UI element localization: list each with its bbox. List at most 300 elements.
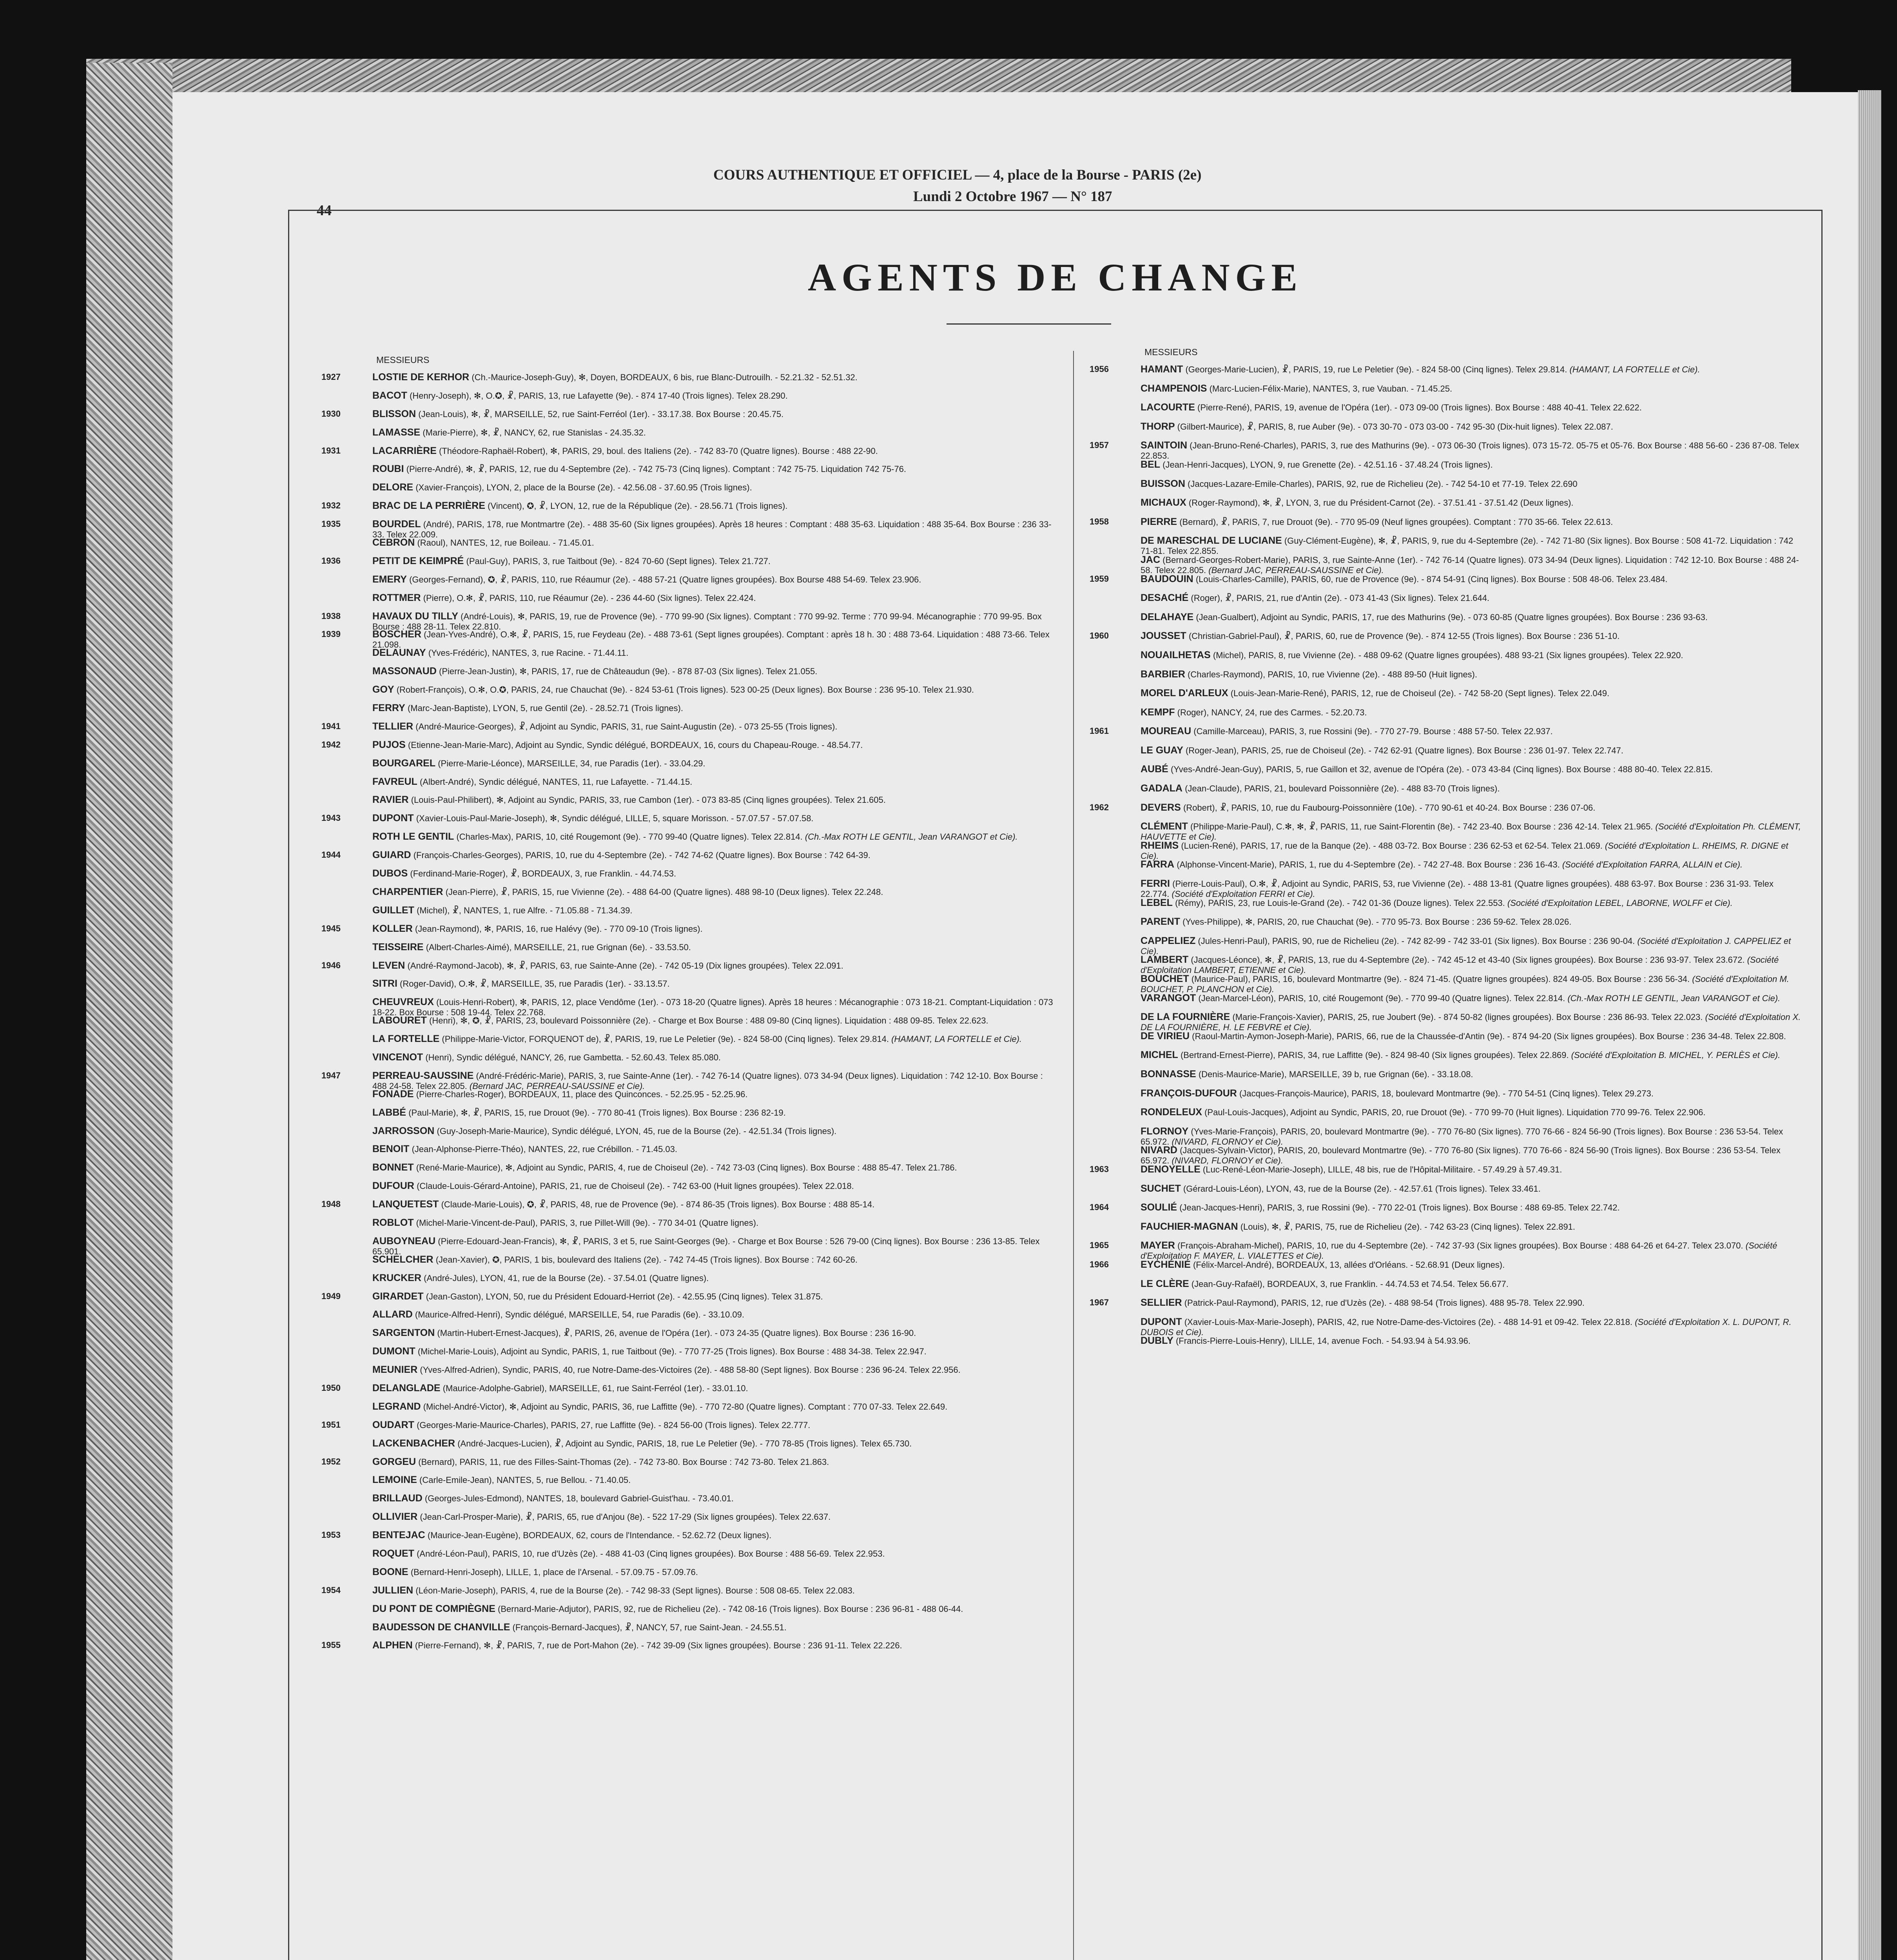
agent-details: (Raoul), NANTES, 12, rue Boileau. - 71.45.01. (417, 538, 594, 548)
agent-name: LACARRIÈRE (372, 445, 437, 456)
agent-details: (Louis-Paul-Philibert), ✻, Adjoint au Syndic, PARIS, 33, rue Cambon (1er). - 073 83-85 (Cinq lignes groupées). Telex 21.605. (411, 795, 886, 805)
agent-name: ALPHEN (372, 1640, 413, 1651)
agent-name: FONADE (372, 1088, 414, 1100)
agent-details: (Jean-Xavier), ✪, PARIS, 1 bis, boulevard des Italiens (2e). - 742 74-45 (Trois lignes). Box Bourse : 742 60-26. (435, 1254, 858, 1265)
agent-details: (Jacques-François-Maurice), PARIS, 18, boulevard Montmartre (9e). - 770 54-51 (Cinq lignes). Telex 29.273. (1239, 1088, 1654, 1098)
entry-year: 1941 (321, 721, 341, 731)
agent-entry (321, 1383, 1058, 1401)
agent-entry (321, 593, 1058, 611)
agent-name: TELLIER (372, 720, 413, 732)
page-title: AGENTS DE CHANGE (807, 256, 1303, 299)
agent-details: (André), PARIS, 178, rue Montmartre (2e). - 488 35-60 (Six lignes groupées). Après 18 heures : Comptant : 488 35-63. Liquidation : 488 35-64. Box Bourse : 236 33-33. Telex 22.009. (372, 519, 1052, 540)
agent-entry (321, 574, 1058, 593)
title-rule (947, 323, 1111, 325)
entry-year: 1959 (1090, 573, 1109, 584)
agent-details: (Pierre-André), ✻, ☧, PARIS, 12, rue du 4-Septembre (2e). - 742 75-73 (Cinq lignes). Comptant : 742 75-75. Liquidation 742 75-76. (406, 464, 906, 474)
agent-entry (1090, 783, 1803, 802)
agent-details: (Raoul-Martin-Aymon-Joseph-Marie), PARIS, 66, rue de la Chaussée-d'Antin (9e). - 874 94-20 (Six lignes groupées). Box Bourse : 236 34-48. Telex 22.808. (1192, 1031, 1786, 1041)
agent-details: (Georges-Fernand), ✪, ☧, PARIS, 110, rue Réaumur (2e). - 488 57-21 (Quatre lignes groupées). Box Bourse 488 54-69. Telex 23.906. (409, 574, 921, 584)
agent-entry (321, 1236, 1058, 1254)
agent-name: JAC (1141, 554, 1161, 565)
agent-name: GOY (372, 684, 394, 695)
entry-year: 1953 (321, 1530, 341, 1540)
agent-details: (Jean-Guy-Rafaël), BORDEAUX, 3, rue Franklin. - 44.74.53 et 74.54. Telex 56.677. (1191, 1279, 1509, 1289)
agent-name: DUBOS (372, 868, 408, 879)
agent-entry (1090, 1279, 1803, 1298)
agent-details: (Luc-René-Léon-Marie-Joseph), LILLE, 48 bis, rue de l'Hôpital-Militaire. - 57.49.29 à 57.49.31. (1202, 1164, 1562, 1174)
agent-details: (Roger-David), O.✻, ☧, MARSEILLE, 35, rue Paradis (1er). - 33.13.57. (400, 979, 670, 989)
agent-entry (321, 1457, 1058, 1475)
agent-name: BENTEJAC (372, 1530, 425, 1541)
agent-name: LABBÉ (372, 1107, 406, 1118)
agent-entry (321, 1640, 1058, 1659)
agent-entry (1090, 726, 1803, 745)
agent-name: BOUCHET (1141, 973, 1189, 984)
agent-details: (Félix-Marcel-André), BORDEAUX, 13, allées d'Orléans. - 52.68.91 (Deux lignes). (1193, 1259, 1505, 1270)
entry-year: 1943 (321, 813, 341, 823)
agent-name: LA FORTELLE (372, 1033, 440, 1045)
agent-details: (Denis-Maurice-Marie), MARSEILLE, 39 b, rue Grignan (6e). - 33.18.08. (1198, 1069, 1473, 1079)
agent-details: (Vincent), ✪, ☧, LYON, 12, rue de la République (2e). - 28.56.71 (Trois lignes). (488, 501, 788, 511)
agent-name: DUMONT (372, 1346, 415, 1357)
agent-details: (François-Bernard-Jacques), ☧, NANCY, 57, rue Saint-Jean. - 24.55.51. (512, 1622, 787, 1632)
agent-details: (Charles-Raymond), PARIS, 10, rue Vivienne (2e). - 488 89-50 (Huit lignes). (1188, 669, 1477, 679)
agent-company: (Société d'Exploitation M. BOUCHET, P. PLANCHON et Cie). (1141, 974, 1789, 994)
agent-entry (321, 1254, 1058, 1273)
agent-name: CAPPELIEZ (1141, 935, 1196, 946)
agent-entry (1090, 631, 1803, 650)
agent-details: (Pierre-Marie-Léonce), MARSEILLE, 34, rue Paradis (1er). - 33.04.29. (438, 758, 705, 768)
agent-name: MOREL D'ARLEUX (1141, 688, 1228, 699)
agent-entry (321, 795, 1058, 813)
agent-entry (321, 831, 1058, 850)
entry-year: 1954 (321, 1585, 341, 1595)
agent-details: (Guy-Joseph-Marie-Maurice), Syndic délégué, LYON, 45, rue de la Bourse (2e). - 42.51.34 (Trois lignes). (437, 1126, 837, 1136)
agent-name: KEMPF (1141, 706, 1175, 718)
agent-details: (Jean-Marcel-Léon), PARIS, 10, cité Rougemont (9e). - 770 99-40 (Quatre lignes). Telex 22.814. (1198, 993, 1565, 1003)
agent-entry (321, 1438, 1058, 1457)
agent-entry (321, 1015, 1058, 1034)
entry-year: 1931 (321, 445, 341, 456)
agent-name: BARBIER (1141, 668, 1185, 680)
agent-details: (Georges-Marie-Maurice-Charles), PARIS, 27, rue Laffitte (9e). - 824 56-00 (Trois lignes). Telex 22.777. (417, 1420, 811, 1430)
agent-name: BOURDEL (372, 519, 421, 530)
agent-details: (Pierre-Edouard-Jean-Francis), ✻, ☧, PARIS, 3 et 5, rue Saint-Georges (9e). - Charge et Box Bourse : 526 79-00 (Cinq lignes). Box Bourse : 236 13-85. Telex 65.901. (372, 1236, 1040, 1256)
agent-company: (NIVARD, FLORNOY et Cie). (1172, 1136, 1283, 1147)
agent-details: (Théodore-Raphaël-Robert), ✻, PARIS, 29, boul. des Italiens (2e). - 742 83-70 (Quatre lignes). Bourse : 488 22-90. (439, 446, 878, 456)
entry-year: 1948 (321, 1199, 341, 1209)
agent-entry (1090, 1221, 1803, 1241)
agent-entry (1090, 650, 1803, 669)
entry-year: 1930 (321, 408, 341, 419)
agent-company: (Société d'Exploitation X. DE LA FOURNIÈRE, H. LE FEBVRE et Cie). (1141, 1012, 1801, 1033)
agent-details: (Jacques-Sylvain-Victor), PARIS, 20, boulevard Montmartre (9e). - 770 76-80 (Six lignes). 770 76-66 - 824 56-90 (Trois lignes). Box Bourse : 236 53-54. Telex 65.972. (1141, 1145, 1781, 1166)
agent-name: JARROSSON (372, 1125, 435, 1136)
agent-name: ROUBI (372, 463, 404, 475)
agent-details: (Marie-François-Xavier), PARIS, 25, rue Joubert (9e). - 874 50-82 (lignes groupées). Box Bourse : 236 86-93. Telex 22.023. (1232, 1012, 1703, 1022)
agent-details: (Henri), ✻, ✪, ☧, PARIS, 23, boulevard Poissonnière (2e). - Charge et Box Bourse : 488 09-80 (Cinq lignes). Liquidation : 488 09-85. Telex 22.623. (429, 1016, 988, 1026)
agent-entry (321, 1071, 1058, 1089)
agent-details: (André-Raymond-Jacob), ✻, ☧, PARIS, 63, rue Sainte-Anne (2e). - 742 05-19 (Dix lignes groupées). Telex 22.091. (407, 960, 843, 971)
agent-company: (Société d'Exploitation J. CAPPELIEZ et Cie). (1141, 936, 1791, 956)
entry-year: 1944 (321, 850, 341, 860)
agent-details: (Marie-Pierre), ✻, ☧, NANCY, 62, rue Stanislas - 24.35.32. (423, 427, 646, 437)
agent-details: (André-Maurice-Georges), ☧, Adjoint au Syndic, PARIS, 31, rue Saint-Augustin (2e). - 073 25-55 (Trois lignes). (415, 721, 838, 731)
agent-entry (1090, 517, 1803, 536)
agent-name: CHAMPENOIS (1141, 383, 1207, 394)
agent-name: MICHEL (1141, 1049, 1178, 1061)
agent-name: FAUCHIER-MAGNAN (1141, 1221, 1238, 1232)
agent-name: FRANÇOIS-DUFOUR (1141, 1087, 1237, 1099)
agent-details: (François-Charles-Georges), PARIS, 10, rue du 4-Septembre (2e). - 742 74-62 (Quatre lignes). Box Bourse : 742 64-39. (413, 850, 871, 860)
agent-entry (321, 978, 1058, 997)
agent-entry (1090, 1298, 1803, 1317)
agent-details: (Yves-Marie-François), PARIS, 20, boulevard Montmartre (9e). - 770 76-80 (Six lignes). 770 76-66 - 824 56-90 (Trois lignes). Box Bourse : 236 53-54. Telex 65.972. (1141, 1126, 1783, 1147)
messieurs-heading: MESSIEURS (376, 355, 430, 365)
agent-name: BUISSON (1141, 478, 1185, 489)
agent-entry (1090, 707, 1803, 726)
agent-entry (321, 721, 1058, 740)
agent-entry (321, 942, 1058, 960)
agent-name: SOULIÉ (1141, 1202, 1177, 1213)
agent-name: BOURGAREL (372, 757, 436, 769)
agent-entry (321, 482, 1058, 501)
agent-details: (Michel-André-Victor), ✻, Adjoint au Syndic, PARIS, 36, rue Laffitte (9e). - 770 72-80 (Quatre lignes). Comptant : 770 07-33. Telex 22.649. (423, 1401, 948, 1412)
agent-name: LACOURTE (1141, 402, 1195, 413)
agent-name: BAUDOUIN (1141, 573, 1193, 584)
agent-details: (Albert-André), Syndic délégué, NANTES, 11, rue Lafayette. - 71.44.15. (419, 777, 693, 787)
agent-details: (Pierre-Jean-Justin), ✻, PARIS, 17, rue de Châteaudun (9e). - 878 87-03 (Six lignes). Telex 21.055. (439, 666, 818, 677)
entry-year: 1956 (1090, 364, 1109, 374)
header-publication: COURS AUTHENTIQUE ET OFFICIEL — 4, place de la Bourse - PARIS (2e) (713, 167, 1202, 183)
agent-details: (Xavier-Louis-Max-Marie-Joseph), PARIS, 42, rue Notre-Dame-des-Victoires (2e). - 488 14-91 et 09-42. Telex 22.818. (1184, 1317, 1632, 1327)
agent-details: (Michel-Marie-Vincent-de-Paul), PARIS, 3, rue Pillet-Will (9e). - 770 34-01 (Quatre lignes). (416, 1218, 759, 1228)
agent-name: BENOIT (372, 1143, 410, 1155)
agent-entry (321, 777, 1058, 795)
agent-entry (1090, 612, 1803, 631)
agent-details: (Jean-Louis), ✻, ☧, MARSEILLE, 52, rue Saint-Ferréol (1er). - 33.17.38. Box Bourse : 20.45.75. (418, 409, 784, 419)
agent-name: AUBOYNEAU (372, 1235, 436, 1247)
agent-entry (321, 1530, 1058, 1548)
agent-name: BONNASSE (1141, 1068, 1196, 1080)
agent-details: (Patrick-Paul-Raymond), PARIS, 12, rue d'Uzès (2e). - 488 98-54 (Trois lignes). 488 95-78. Telex 22.990. (1184, 1298, 1585, 1308)
agent-name: MICHAUX (1141, 497, 1186, 508)
agent-details: (Yves-Frédéric), NANTES, 3, rue Racine. - 71.44.11. (428, 648, 629, 658)
agent-details: (Jean-Gualbert), Adjoint au Syndic, PARIS, 17, rue des Mathurins (9e). - 073 60-85 (Quatre lignes groupées). Box Bourse : 236 93-63. (1196, 612, 1708, 622)
agent-name: CHEUVREUX (372, 996, 434, 1008)
agent-name: DELAHAYE (1141, 611, 1194, 622)
agent-name: LABOURET (372, 1015, 427, 1026)
agent-details: (Yves-André-Jean-Guy), PARIS, 5, rue Gaillon et 32, avenue de l'Opéra (2e). - 073 43-84 (Cinq lignes). Box Bourse : 488 80-40. Telex 22.815. (1170, 764, 1713, 775)
entry-year: 1945 (321, 923, 341, 933)
agent-details: (Bernard-Marie-Adjutor), PARIS, 92, rue de Richelieu (2e). - 742 08-16 (Trois lignes). Box Bourse : 236 96-81 - 488 06-44. (498, 1604, 963, 1614)
entry-year: 1965 (1090, 1240, 1109, 1250)
agent-entry (321, 1218, 1058, 1236)
entry-year: 1939 (321, 629, 341, 639)
entry-year: 1966 (1090, 1259, 1109, 1269)
agent-entry (321, 1328, 1058, 1346)
book-cover-edge (86, 63, 172, 1960)
agent-details: (François-Abraham-Michel), PARIS, 10, rue du 4-Septembre (2e). - 742 37-93 (Six lignes groupées). Box Bourse : 488 64-26 et 64-27. Telex 23.070. (1177, 1241, 1743, 1251)
agent-entry (321, 1604, 1058, 1622)
agent-details: (Pierre), O.✻, ☧, PARIS, 110, rue Réaumur (2e). - 236 44-60 (Six lignes). Telex 22.424. (423, 593, 756, 603)
agent-details: (Bernard), PARIS, 11, rue des Filles-Saint-Thomas (2e). - 742 73-80. Box Bourse : 742 73-80. Telex 21.863. (418, 1457, 829, 1467)
agent-name: LAMASSE (372, 426, 421, 438)
agent-details: (Jean-Gaston), LYON, 50, rue du Président Edouard-Herriot (2e). - 42.55.95 (Cinq lignes). Telex 31.875. (426, 1291, 823, 1301)
entry-year: 1932 (321, 501, 341, 511)
agent-name: GIRARDET (372, 1290, 424, 1302)
entry-year: 1936 (321, 555, 341, 566)
agent-details: (Maurice-Adolphe-Gabriel), MARSEILLE, 61, rue Saint-Ferréol (1er). - 33.01.10. (443, 1383, 748, 1393)
agent-details: (Léon-Marie-Joseph), PARIS, 4, rue de la Bourse (2e). - 742 98-33 (Sept lignes). Bourse : 508 08-65. Telex 22.083. (415, 1585, 855, 1595)
agent-entry (321, 850, 1058, 868)
agent-entry (1090, 1012, 1803, 1031)
agent-name: LOSTIE DE KERHOR (372, 372, 470, 383)
agent-details: (Georges-Marie-Lucien), ☧, PARIS, 19, rue Le Peletier (9e). - 824 58-00 (Cinq lignes). Telex 29.814. (1185, 365, 1567, 374)
agent-details: (Ferdinand-Marie-Roger), ☧, BORDEAUX, 3, rue Franklin. - 44.74.53. (410, 869, 676, 879)
agent-entry (1090, 821, 1803, 840)
agent-details: (Jean-Henri-Jacques), LYON, 9, rue Grenette (2e). - 42.51.16 - 37.48.24 (Trois lignes). (1163, 459, 1493, 470)
agent-company: (Société d'Exploitation FARRA, ALLAIN et Cie). (1562, 860, 1743, 870)
agent-entry (1090, 916, 1803, 936)
agent-name: SCHELCHER (372, 1254, 433, 1265)
agent-name: NOUAILHETAS (1141, 649, 1211, 661)
entry-year: 1967 (1090, 1298, 1109, 1308)
agent-entry (321, 1199, 1058, 1218)
agent-name: BOONE (372, 1566, 408, 1577)
agent-name: RAVIER (372, 794, 409, 806)
agent-name: AUBÉ (1141, 764, 1168, 775)
agent-name: GUILLET (372, 904, 414, 916)
agent-details: (André-Jacques-Lucien), ☧, Adjoint au Syndic, PARIS, 18, rue Le Peletier (9e). - 770 78-85 (Trois lignes). Telex 65.730. (457, 1438, 912, 1448)
agent-entry (1090, 497, 1803, 517)
agent-entry (321, 684, 1058, 703)
agent-details: (Guy-Clément-Eugène), ✻, ☧, PARIS, 9, rue du 4-Septembre (2e). - 742 71-80 (Six lignes). Box Bourse : 508 41-72. Liquidation : 742 71-81. Telex 22.855. (1141, 536, 1794, 556)
agent-name: OUDART (372, 1419, 414, 1430)
agent-name: FAVREUL (372, 776, 417, 787)
agent-details: (Jean-Carl-Prosper-Marie), ☧, PARIS, 65, rue d'Anjou (8e). - 522 17-29 (Six lignes groupées). Telex 22.637. (420, 1512, 831, 1522)
agent-details: (Lucien-René), PARIS, 17, rue de la Banque (2e). - 488 03-72. Box Bourse : 236 62-53 et 62-54. Telex 21.069. (1181, 840, 1603, 851)
entry-year: 1952 (321, 1456, 341, 1466)
agent-entry (1090, 459, 1803, 479)
agent-name: ALLARD (372, 1309, 413, 1320)
agent-entry (1090, 1240, 1803, 1259)
agent-name: SELLIER (1141, 1297, 1182, 1308)
agent-entry (1090, 745, 1803, 764)
agent-details: (Rémy), PARIS, 23, rue Louis-le-Grand (2e). - 742 01-36 (Douze lignes). Telex 22.553. (1175, 898, 1505, 908)
agent-entry (1090, 593, 1803, 612)
agent-name: JOUSSET (1141, 630, 1186, 642)
agent-details: (Yves-Philippe), ✻, PARIS, 20, rue Chauchat (9e). - 770 95-73. Box Bourse : 236 59-62. Telex 28.026. (1182, 917, 1572, 927)
agent-details: (Bernard-Georges-Robert-Marie), PARIS, 3, rue Sainte-Anne (1er). - 742 76-14 (Quatre lignes). 073 34-94 (Deux lignes). Liquidation : 742 12-10. Box Bourse : 488 24-58. Telex 22.805. (1141, 555, 1799, 575)
agent-name: BOSCHER (372, 629, 422, 640)
agent-entry (321, 813, 1058, 831)
agent-entry (1090, 840, 1803, 860)
agent-name: MEUNIER (372, 1364, 418, 1376)
agent-name: LE CLÈRE (1141, 1278, 1189, 1289)
agent-entry (321, 1567, 1058, 1585)
agent-details: (Alphonse-Vincent-Marie), PARIS, 1, rue du 4-Septembre (2e). - 742 27-48. Box Bourse : 236 16-43. (1177, 860, 1560, 870)
agent-details: (Jean-Jacques-Henri), PARIS, 3, rue Rossini (9e). - 770 22-01 (Trois lignes). Box Bourse : 488 69-85. Telex 22.742. (1179, 1203, 1620, 1213)
agent-entry (321, 611, 1058, 630)
agent-name: ROTH LE GENTIL (372, 831, 454, 842)
agent-name: BAUDESSON DE CHANVILLE (372, 1621, 510, 1633)
agent-details: (Maurice-Jean-Eugène), BORDEAUX, 62, cours de l'Intendance. - 52.62.72 (Deux lignes). (427, 1530, 772, 1541)
agent-name: EYCHÉNIÉ (1141, 1259, 1191, 1270)
agent-name: VINCENOT (372, 1051, 423, 1063)
agent-entry (1090, 1202, 1803, 1221)
agent-details: (Marc-Jean-Baptiste), LYON, 5, rue Gentil (2e). - 28.52.71 (Trois lignes). (407, 703, 683, 713)
agent-entry (321, 648, 1058, 666)
agent-name: LE GUAY (1141, 744, 1183, 756)
messieurs-heading: MESSIEURS (1144, 347, 1198, 357)
entry-year: 1935 (321, 519, 341, 529)
agent-details: (Robert-François), O.✻, O.✪, PARIS, 24, rue Chauchat (9e). - 824 53-61 (Trois lignes). 523 00-25 (Deux lignes). Box Bourse : 236 95-10. Telex 21.930. (396, 685, 974, 695)
agent-entry (321, 1162, 1058, 1181)
agent-name: CLÉMENT (1141, 821, 1188, 832)
agent-name: PUJOS (372, 739, 406, 750)
agent-name: LACKENBACHER (372, 1437, 455, 1449)
entry-year: 1947 (321, 1070, 341, 1080)
agent-company: (Société d'Exploitation LEBEL, LABORNE, WOLFF et Cie). (1507, 898, 1733, 908)
agent-entry (1090, 555, 1803, 574)
agent-entry (321, 1273, 1058, 1291)
agent-details: (Paul-Marie), ✻, ☧, PARIS, 15, rue Drouot (9e). - 770 80-41 (Trois lignes). Box Bourse : 236 82-19. (408, 1107, 786, 1118)
agent-details: (Gilbert-Maurice), ☧, PARIS, 8, rue Auber (9e). - 073 30-70 - 073 03-00 - 742 95-30 (Dix-huit lignes). Telex 22.087. (1177, 421, 1613, 432)
agent-entry (1090, 802, 1803, 822)
agent-name: THORP (1141, 421, 1175, 432)
entry-year: 1960 (1090, 631, 1109, 641)
agent-name: TEISSEIRE (372, 941, 424, 953)
agent-name: MASSONAUD (372, 666, 437, 677)
agent-name: PETIT DE KEIMPRÉ (372, 555, 464, 566)
agent-details: (Bernard-Henri-Joseph), LILLE, 1, place de l'Arsenal. - 57.09.75 - 57.09.76. (410, 1567, 698, 1577)
agent-details: (Jean-Bruno-René-Charles), PARIS, 3, rue des Mathurins (9e). - 073 06-30 (Trois lignes). 073 15-72. 05-75 et 05-76. Box Bourse : 488 56-60 - 236 87-08. Telex 22.853. (1141, 441, 1799, 461)
agent-entry (321, 501, 1058, 519)
agent-name: BRILLAUD (372, 1493, 423, 1504)
agent-entry (1090, 1107, 1803, 1126)
agent-details: (Jean-Alphonse-Pierre-Théo), NANTES, 22, rue Crébillon. - 71.45.03. (412, 1144, 678, 1154)
agent-details: (Xavier-François), LYON, 2, place de la Bourse (2e). - 42.56.08 - 37.60.95 (Trois lignes). (415, 483, 752, 493)
agent-name: FERRI (1141, 878, 1170, 889)
entry-year: 1946 (321, 960, 341, 970)
agent-entry (321, 924, 1058, 942)
agent-name: DUBLY (1141, 1335, 1173, 1347)
entry-year: 1950 (321, 1383, 341, 1393)
entry-year: 1958 (1090, 516, 1109, 526)
agent-name: SUCHET (1141, 1183, 1181, 1194)
agent-entry (321, 1181, 1058, 1199)
agent-entry (321, 703, 1058, 721)
right-column (1090, 347, 1803, 1355)
agent-company: (Ch.-Max ROTH LE GENTIL, Jean VARANGOT et Cie). (805, 832, 1018, 842)
agent-entry (321, 758, 1058, 777)
agent-details: (Yves-Alfred-Adrien), Syndic, PARIS, 40, rue Notre-Dame-des-Victoires (2e). - 488 58-80 (Sept lignes). Box Bourse : 236 96-24. Telex 22.956. (420, 1365, 961, 1375)
agent-entry (1090, 1164, 1803, 1183)
agent-entry (321, 1034, 1058, 1052)
agent-name: DENOYELLE (1141, 1163, 1201, 1175)
agent-details: (Camille-Marceau), PARIS, 3, rue Rossini (9e). - 770 27-79. Bourse : 488 57-50. Telex 22.937. (1193, 726, 1553, 737)
agent-details: (Jacques-Lazare-Emile-Charles), PARIS, 92, rue de Richelieu (2e). - 742 54-10 et 77-19. Telex 22.690 (1188, 479, 1578, 489)
agent-details: (Philippe-Marie-Paul), C.✻, ✻, ☧, PARIS, 11, rue Saint-Florentin (8e). - 742 23-40. Box Bourse : 236 42-14. Telex 21.965. (1190, 822, 1653, 832)
agent-entry (321, 905, 1058, 924)
agent-company: (Bernard JAC, PERREAU-SAUSSINE et Cie). (1208, 565, 1384, 575)
agent-entry (1090, 535, 1803, 555)
header-date: Lundi 2 Octobre 1967 — N° 187 (913, 189, 1112, 205)
agent-entry (321, 1107, 1058, 1126)
agent-entry (1090, 936, 1803, 955)
agent-name: SARGENTON (372, 1327, 435, 1339)
agent-entry (1090, 1031, 1803, 1050)
agent-entry (321, 1585, 1058, 1604)
agent-name: ROBLOT (372, 1217, 414, 1228)
agent-entry (1090, 993, 1803, 1012)
agent-company: (Société d'Exploitation X. L. DUPONT, R. DUBOIS et Cie). (1141, 1317, 1792, 1337)
agent-company: (NIVARD, FLORNOY et Cie). (1172, 1156, 1283, 1166)
agent-entry (1090, 1088, 1803, 1107)
agent-entry (321, 1512, 1058, 1530)
agent-entry (1090, 1126, 1803, 1145)
agent-name: DELORE (372, 482, 413, 493)
agent-entry (1090, 1069, 1803, 1088)
agent-entry (321, 556, 1058, 574)
agent-entry (1090, 1050, 1803, 1069)
agent-details: (Maurice-Paul), PARIS, 16, boulevard Montmartre (9e). - 824 71-45. (Quatre lignes groupées). 824 49-05. Box Bourse : 236 56-34. (1191, 974, 1690, 984)
entry-year: 1961 (1090, 726, 1109, 736)
agent-name: LEGRAND (372, 1401, 421, 1412)
agent-entry (321, 1493, 1058, 1512)
agent-details: (Louis), ✻, ☧, PARIS, 75, rue de Richelieu (2e). - 742 63-23 (Cinq lignes). Telex 22.891. (1240, 1221, 1575, 1232)
agent-details: (Jacques-Léonce), ✻, ☧, PARIS, 13, rue du 4-Septembre (2e). - 742 45-12 et 43-40 (Six lignes groupées). Box Bourse : 236 93-97. Telex 23.672. (1191, 955, 1745, 965)
agent-details: (Michel), PARIS, 8, rue Vivienne (2e). - 488 09-62 (Quatre lignes groupées). 488 93-21 (Six lignes groupées). Telex 22.920. (1213, 650, 1683, 660)
agent-name: HAVAUX DU TILLY (372, 610, 458, 622)
agent-details: (André-Léon-Paul), PARIS, 10, rue d'Uzès (2e). - 488 41-03 (Cinq lignes groupées). Box Bourse : 488 56-69. Telex 22.953. (417, 1549, 885, 1559)
agent-entry (1090, 898, 1803, 917)
agent-name: DUPONT (372, 813, 414, 824)
agent-details: (Georges-Jules-Edmond), NANTES, 18, boulevard Gabriel-Guist'hau. - 73.40.01. (424, 1494, 734, 1504)
agent-name: FERRY (372, 702, 405, 714)
agent-entry (321, 519, 1058, 540)
agent-entry (321, 446, 1058, 464)
agent-details: (André-Frédéric-Marie), PARIS, 3, rue Sainte-Anne (1er). - 742 76-14 (Quatre lignes). 073 34-94 (Deux lignes). Liquidation : 742 12-10. Box Bourse : 488 24-58. Telex 22.805. (372, 1071, 1043, 1091)
agent-company: (Société d'Exploitation FERRI et Cie). (1172, 889, 1315, 899)
agent-name: RONDELEUX (1141, 1107, 1202, 1118)
agent-entry (1090, 974, 1803, 993)
agent-details: (Roger-Jean), PARIS, 25, rue de Choiseul (2e). - 742 62-91 (Quatre lignes). Box Bourse : 236 01-97. Telex 22.747. (1185, 745, 1623, 755)
agent-name: LEBEL (1141, 897, 1173, 908)
agent-entry (1090, 364, 1803, 383)
agent-entry (1090, 955, 1803, 974)
agent-entry (321, 629, 1058, 648)
agent-company: (Société d'Exploitation L. RHEIMS, R. DIGNE et Cie). (1141, 840, 1788, 861)
agent-details: (Henri), Syndic délégué, NANCY, 26, rue Gambetta. - 52.60.43. Telex 85.080. (425, 1052, 721, 1062)
agent-details: (Albert-Charles-Aimé), MARSEILLE, 21, rue Grignan (6e). - 33.53.50. (426, 942, 691, 952)
agent-entry (1090, 574, 1803, 593)
agent-details: (Michel), ☧, NANTES, 1, rue Alfre. - 71.05.88 - 71.34.39. (417, 905, 633, 915)
agent-entry (321, 996, 1058, 1018)
agent-entry (1090, 1145, 1803, 1164)
agent-entry (1090, 688, 1803, 707)
agent-details: (Bernard), ☧, PARIS, 7, rue Drouot (9e). - 770 95-09 (Neuf lignes groupées). Comptant : 770 35-66. Telex 22.613. (1179, 517, 1613, 527)
agent-company: (HAMANT, LA FORTELLE et Cie). (1569, 365, 1700, 374)
agent-details: (Christian-Gabriel-Paul), ☧, PARIS, 60, rue de Provence (9e). - 874 12-55 (Trois lignes). Box Bourse : 236 51-10. (1188, 631, 1620, 641)
agent-entry (1090, 1317, 1803, 1336)
entry-year: 1962 (1090, 802, 1109, 812)
agent-name: GUIARD (372, 849, 411, 861)
agent-details: (Jean-Claude), PARIS, 21, boulevard Poissonnière (2e). - 488 83-70 (Trois lignes). (1185, 784, 1500, 794)
agent-name: PIERRE (1141, 516, 1177, 527)
agent-entry (1090, 421, 1803, 441)
